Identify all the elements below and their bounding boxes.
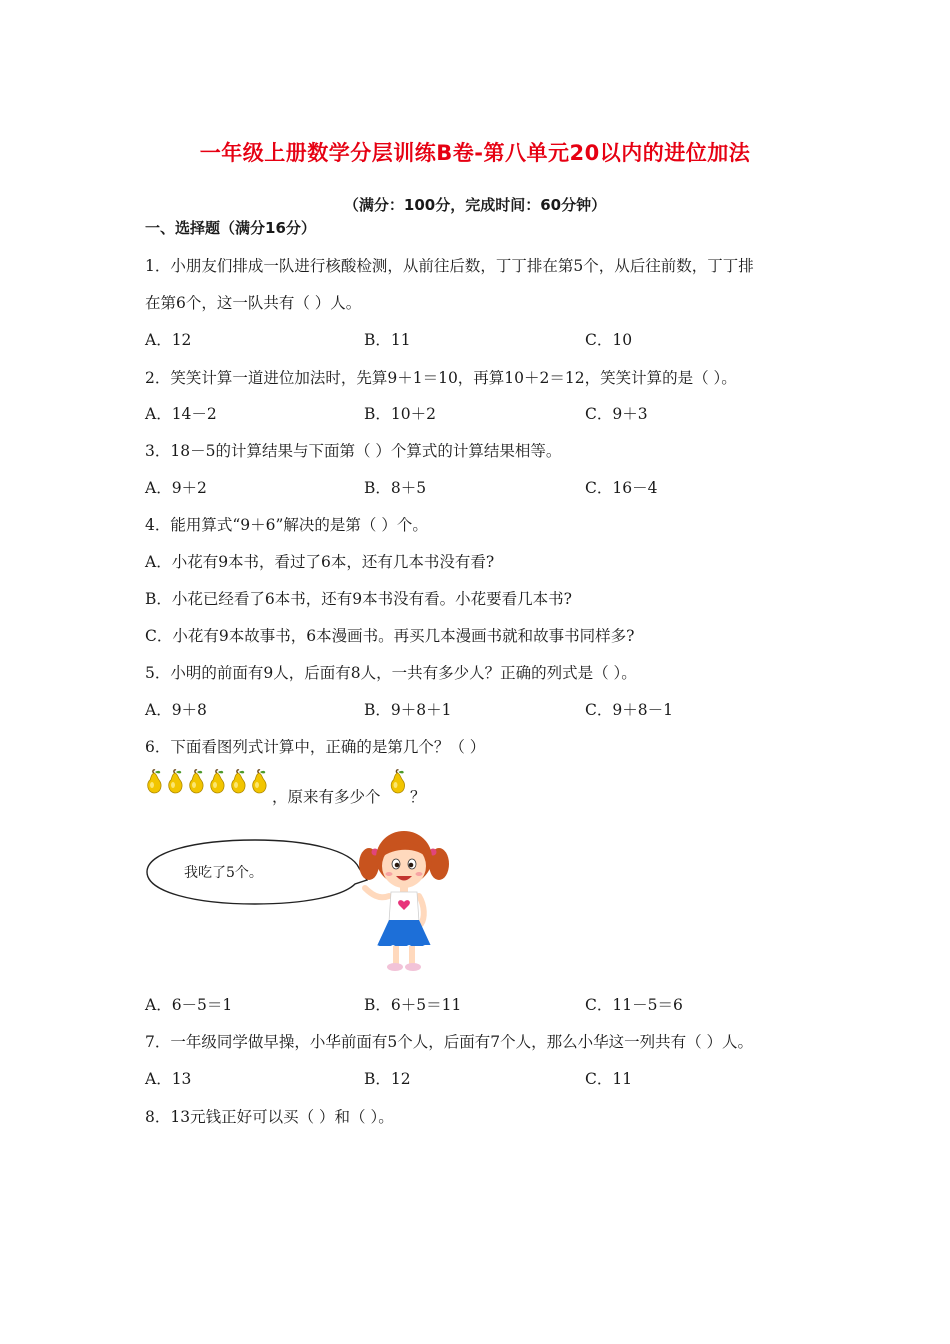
pear-icon <box>190 770 203 793</box>
option-4b: B．小花已经看了6本书，还有9本书没有看。小花要看几本书? <box>145 590 572 608</box>
page-title: 一年级上册数学分层训练B卷-第八单元20以内的进位加法 <box>199 141 751 165</box>
option-6c: C．11－5＝6 <box>585 996 683 1014</box>
option-3c: C．16－4 <box>585 479 658 497</box>
section-heading: 一、选择题（满分16分） <box>145 219 316 237</box>
question-5: 5．小明的前面有9人，后面有8人，一共有多少人？正确的列式是（ ）。 <box>145 664 637 682</box>
question-8: 8．13元钱正好可以买（ ）和（ ）。 <box>145 1108 394 1126</box>
question-7: 7．一年级同学做早操，小华前面有5个人，后面有7个人，那么小华这一列共有（ ）人。 <box>145 1033 754 1051</box>
question-6-prompt: ，原来有多少个 <box>272 788 381 806</box>
page-subtitle: （满分：100分，完成时间：60分钟） <box>343 196 607 214</box>
option-7b: B．12 <box>364 1070 411 1088</box>
option-7c: C．11 <box>585 1070 633 1088</box>
question-3: 3．18－5的计算结果与下面第（ ）个算式的计算结果相等。 <box>145 442 562 460</box>
option-6a: A．6－5＝1 <box>145 996 233 1014</box>
option-4c: C．小花有9本故事书，6本漫画书。再买几本漫画书就和故事书同样多? <box>145 627 635 645</box>
option-5b: B．9＋8＋1 <box>364 701 452 719</box>
option-1b: B．11 <box>364 331 411 349</box>
pear-row <box>145 768 271 796</box>
option-1c: C．10 <box>585 331 633 349</box>
question-1-line-1: 1．小朋友们排成一队进行核酸检测，从前往后数，丁丁排在第5个，从后往前数，丁丁排 <box>145 257 754 275</box>
pear-icon <box>169 770 182 793</box>
question-4: 4．能用算式“9＋6”解决的是第（ ）个。 <box>145 516 428 534</box>
option-7a: A．13 <box>145 1070 192 1088</box>
option-2a: A．14－2 <box>145 405 217 423</box>
option-6b: B．6＋5＝11 <box>364 996 462 1014</box>
pear-icon <box>232 770 245 793</box>
pear-icon <box>388 768 410 796</box>
pear-icon <box>148 770 161 793</box>
option-1a: A．12 <box>145 331 192 349</box>
option-3a: A．9＋2 <box>145 479 207 497</box>
option-5a: A．9＋8 <box>145 701 207 719</box>
option-3b: B．8＋5 <box>364 479 427 497</box>
option-4a: A．小花有9本书，看过了6本，还有几本书没有看? <box>145 553 495 571</box>
option-5c: C．9＋8－1 <box>585 701 673 719</box>
speech-bubble-text: 我吃了5个。 <box>184 865 263 881</box>
option-2b: B．10＋2 <box>364 405 436 423</box>
girl-illustration <box>355 822 455 974</box>
option-2c: C．9＋3 <box>585 405 648 423</box>
question-2: 2．笑笑计算一道进位加法时，先算9＋1＝10，再算10＋2＝12，笑笑计算的是（ ）。 <box>145 369 737 387</box>
question-1-line-2: 在第6个，这一队共有（ ）人。 <box>145 294 362 312</box>
pear-icon <box>211 770 224 793</box>
pear-icon <box>253 770 266 793</box>
question-6: 6．下面看图列式计算中，正确的是第几个？（ ） <box>145 738 486 756</box>
question-6-question-mark: ？ <box>410 788 426 806</box>
